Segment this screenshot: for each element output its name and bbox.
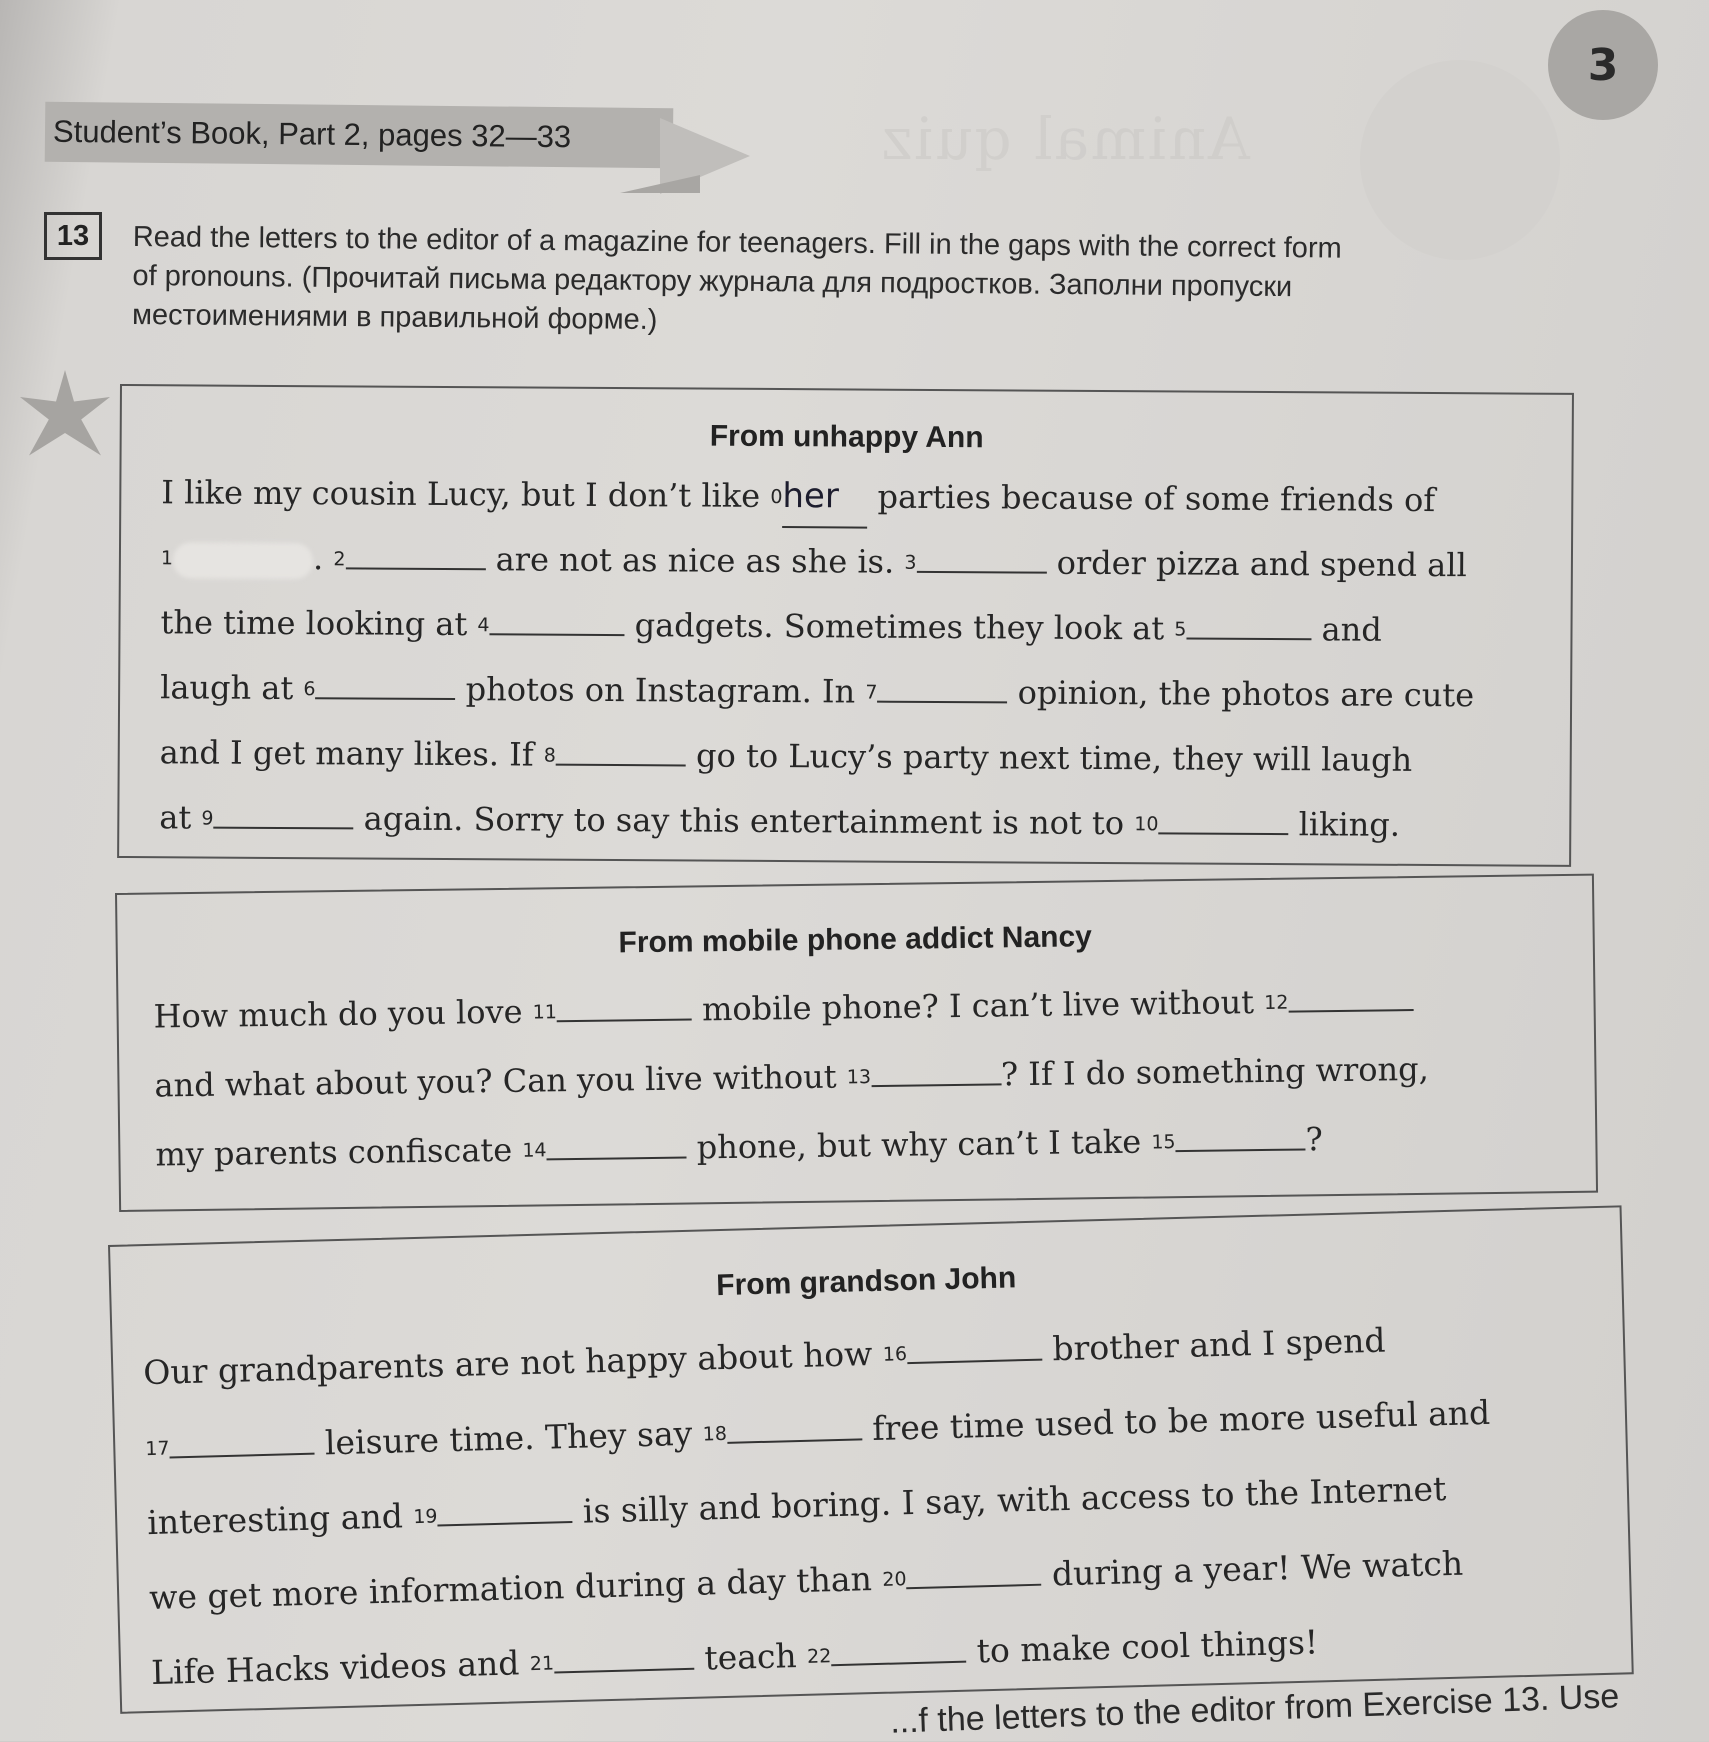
text-span: leisure time. They say — [313, 1413, 704, 1463]
text-span: is silly and boring. I say, with access to the Internet — [571, 1469, 1447, 1531]
gap-4[interactable] — [489, 603, 624, 636]
show-through-text: Animal quiz — [880, 105, 1250, 173]
gap-13[interactable] — [871, 1053, 1001, 1087]
text-span: at — [159, 798, 202, 837]
gap-number: 4 — [477, 614, 490, 637]
letter-body — [112, 1279, 1632, 1713]
gap-number: 1 — [160, 547, 174, 570]
gap-number: 13 — [846, 1066, 872, 1089]
text-line — [160, 657, 1540, 730]
text-line: $^1$ . $^2$ are not as nice as she is. $^3$ order pizza and spend all — [160, 539, 1467, 585]
text-line — [159, 787, 1539, 860]
gap-number: 14 — [522, 1139, 547, 1162]
gap-6[interactable] — [315, 667, 455, 700]
page-number: 3 — [1548, 10, 1658, 120]
text-span: to make cool things! — [965, 1622, 1319, 1671]
gap-number: 6 — [303, 678, 316, 701]
text-span: the time looking at — [160, 603, 478, 644]
text-span: How much do you love — [153, 992, 533, 1036]
gap-number: 9 — [201, 807, 214, 830]
gap-number: 19 — [413, 1505, 438, 1529]
gap-21[interactable] — [553, 1638, 694, 1674]
gap-number: 21 — [529, 1652, 555, 1676]
text-span: I like my cousin Lucy, but I don’t like — [161, 473, 771, 515]
gap-22[interactable] — [831, 1631, 967, 1667]
section-banner: Student’s Book, Part 2, pages 32—33 — [45, 102, 674, 169]
gap-number: 2 — [333, 548, 346, 571]
text-span: laugh at — [160, 668, 304, 708]
gap-number: 20 — [882, 1568, 907, 1591]
gap-12[interactable] — [1288, 979, 1413, 1013]
text-span: go to Lucy’s party next time, they will laugh — [685, 736, 1413, 779]
letter-body — [119, 450, 1571, 861]
gap-number: 15 — [1151, 1131, 1176, 1154]
gap-17[interactable] — [169, 1423, 315, 1459]
gap-number: 12 — [1264, 991, 1289, 1014]
letter-body — [118, 948, 1596, 1192]
gap-2[interactable] — [345, 537, 485, 570]
gap-number: 22 — [806, 1645, 832, 1668]
text-span: Life Hacks videos and — [150, 1643, 531, 1693]
gap-number: 0 — [770, 485, 783, 509]
text-line — [161, 462, 1541, 535]
text-line — [160, 592, 1540, 665]
letter-box-john — [108, 1205, 1634, 1713]
text-span: my parents confiscate — [155, 1130, 523, 1174]
text-span: and — [1311, 610, 1382, 649]
gap-number: 16 — [882, 1343, 908, 1366]
gap-20[interactable] — [906, 1554, 1042, 1590]
gap-number: 7 — [865, 681, 878, 704]
gap-number: 10 — [1134, 813, 1159, 836]
gap-14[interactable] — [546, 1127, 686, 1161]
gap-9[interactable] — [213, 797, 353, 830]
exercise-number: 13 — [44, 212, 102, 260]
text-span: ? — [1305, 1120, 1323, 1159]
gap-number: 11 — [532, 1001, 558, 1024]
text-line — [160, 722, 1540, 795]
text-span: liking. — [1288, 805, 1401, 844]
text-span: Our grandparents are not happy about how — [142, 1333, 884, 1393]
gap-5[interactable] — [1186, 608, 1311, 641]
text-span: again. Sorry to say this entertainment is not to — [353, 799, 1135, 843]
gap-10[interactable] — [1158, 802, 1288, 835]
text-span: we get more information during a day than — [148, 1558, 883, 1618]
gap-16[interactable] — [906, 1329, 1042, 1365]
text-span: during a year! We watch — [1040, 1543, 1464, 1594]
text-span: phone, but why can’t I take — [686, 1122, 1152, 1167]
gap-number: 3 — [904, 551, 917, 574]
text-span: and what about you? Can you live without — [154, 1057, 848, 1105]
instruction-line: местоимениями в правильной форме.) — [131, 298, 658, 337]
gap-number: 5 — [1174, 618, 1187, 641]
text-span: and I get many likes. If — [159, 733, 544, 774]
gap-number: 17 — [145, 1437, 170, 1461]
text-span: gadgets. Sometimes they look at — [624, 606, 1175, 648]
text-span: teach — [693, 1635, 808, 1678]
gap-7[interactable] — [877, 671, 1007, 704]
text-span: opinion, the photos are cute — [1007, 673, 1475, 715]
gap-8[interactable] — [556, 734, 686, 767]
text-span: free time used to be more useful and — [861, 1392, 1491, 1449]
gap-11[interactable] — [557, 988, 692, 1022]
text-span: order pizza and spend all — [1046, 543, 1467, 585]
gap-19[interactable] — [437, 1491, 573, 1527]
letter-title: From unhappy Ann — [709, 419, 984, 455]
text-span: parties because of some friends of — [867, 477, 1436, 520]
gap-number: 8 — [543, 744, 557, 767]
instruction-line: of pronouns. (Прочитай письма редактору журнала для подростков. Заполни пропуски — [132, 259, 1293, 304]
letter-title: From mobile phone addict Nancy — [618, 920, 1093, 960]
exercise-instruction — [132, 218, 1563, 349]
gap-number: 18 — [702, 1422, 728, 1446]
text-span: are not as nice as she is. — [485, 540, 905, 581]
erased-answer — [173, 542, 313, 579]
gap-15[interactable] — [1175, 1118, 1305, 1152]
letter-box-nancy — [115, 874, 1598, 1212]
letter-title: From grandson John — [715, 1261, 1017, 1303]
text-span: brother and I spend — [1041, 1320, 1386, 1369]
text-span: mobile phone? I can’t live without — [691, 982, 1265, 1029]
text-span: ? If I do something wrong, — [1000, 1049, 1430, 1094]
letter-box-ann — [117, 384, 1574, 867]
next-exercise-text: ...f the letters to the editor from Exercise 13. Use — [889, 1677, 1620, 1741]
gap-18[interactable] — [726, 1408, 862, 1444]
text-span: photos on Instagram. In — [455, 670, 866, 711]
text-span: interesting and — [146, 1496, 414, 1543]
answer-0: her — [782, 466, 867, 529]
star-icon — [20, 370, 110, 460]
instruction-line: Read the letters to the editor of a magazine for teenagers. Fill in the gaps with the correct form — [132, 220, 1342, 265]
gap-3[interactable] — [916, 541, 1046, 574]
